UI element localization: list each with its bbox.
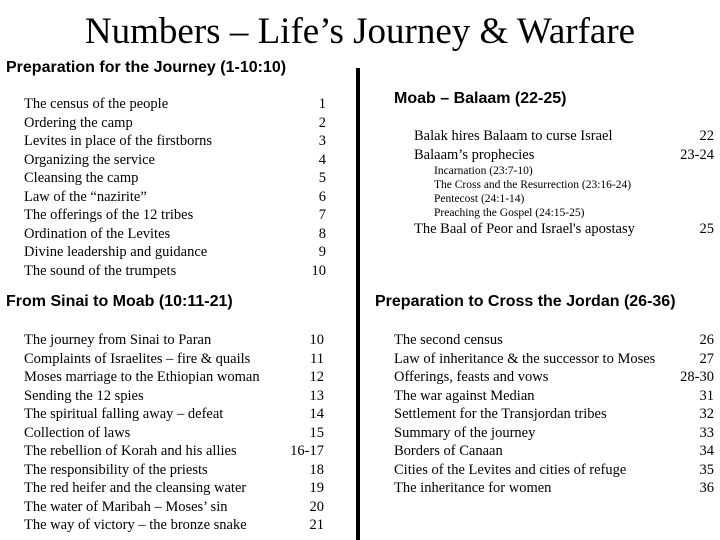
- item-ref: 14: [309, 406, 324, 422]
- item-label: Settlement for the Transjordan tribes: [394, 406, 607, 422]
- list-item: [24, 132, 326, 151]
- list-item: [394, 442, 714, 461]
- item-label: The rebellion of Korah and his allies: [24, 443, 237, 459]
- item-ref: 31: [699, 387, 714, 404]
- item-ref: 11: [310, 350, 324, 367]
- item-label: Divine leadership and guidance: [24, 244, 208, 260]
- item-label: Law of inheritance & the successor to Moses: [394, 350, 656, 367]
- section-heading-jordan: Preparation to Cross the Jordan (26-36): [375, 293, 676, 310]
- list-item: [414, 220, 714, 239]
- item-ref: 26: [699, 332, 714, 348]
- sub-item: The Cross and the Resurrection (23:16-24): [434, 179, 632, 191]
- item-ref: 13: [309, 387, 324, 404]
- list-item: [414, 146, 714, 165]
- item-label: The second census: [394, 332, 503, 348]
- item-ref: 15: [309, 424, 324, 441]
- item-label: Organizing the service: [24, 151, 155, 168]
- section-heading-preparation: Preparation for the Journey (1-10:10): [6, 59, 287, 76]
- item-ref: 4: [318, 151, 326, 168]
- list-item: [24, 225, 326, 244]
- list-item: [24, 243, 326, 262]
- list-item: [414, 127, 714, 146]
- list-item: [394, 479, 714, 498]
- section-heading-moab: Moab – Balaam (22-25): [394, 90, 567, 107]
- item-ref: 35: [699, 461, 714, 478]
- item-ref: 33: [699, 424, 714, 441]
- list-moab: [414, 127, 714, 239]
- item-label: Law of the “nazirite”: [24, 188, 147, 205]
- item-label: Sending the 12 spies: [24, 387, 144, 404]
- item-label: Ordination of the Levites: [24, 225, 171, 242]
- item-ref: 8: [318, 225, 326, 242]
- item-label: Balaam’s prophecies: [414, 146, 535, 163]
- item-ref: 10: [311, 262, 326, 279]
- list-item: [24, 151, 326, 170]
- item-ref: 16-17: [290, 443, 324, 459]
- item-ref: 9: [318, 244, 326, 260]
- list-item: [24, 114, 326, 133]
- item-ref: 3: [318, 133, 326, 149]
- item-label: Complaints of Israelites – fire & quails: [24, 350, 251, 367]
- item-ref: 36: [699, 480, 714, 496]
- item-label: Offerings, feasts and vows: [394, 369, 549, 385]
- column-divider: [356, 68, 360, 540]
- item-ref: 20: [309, 498, 324, 515]
- item-ref: 22: [699, 128, 714, 144]
- item-ref: 1: [318, 96, 326, 112]
- item-label: Balak hires Balaam to curse Israel: [414, 128, 613, 144]
- list-item: [394, 350, 714, 369]
- item-ref: 19: [309, 480, 324, 496]
- list-item: [394, 368, 714, 387]
- item-ref: 28-30: [680, 369, 714, 385]
- item-ref: 34: [699, 443, 714, 459]
- list-item: [24, 206, 326, 225]
- item-label: Summary of the journey: [394, 424, 536, 441]
- page-title: Numbers – Life’s Journey & Warfare: [84, 11, 636, 52]
- item-label: Levites in place of the firstborns: [24, 133, 213, 149]
- list-item: [394, 331, 714, 350]
- item-label: Collection of laws: [24, 424, 131, 441]
- list-item: [24, 188, 326, 207]
- item-ref: 7: [318, 207, 326, 223]
- list-item: [24, 461, 324, 480]
- item-label: The spiritual falling away – defeat: [24, 406, 224, 422]
- sub-item: Pentecost (24:1-14): [434, 193, 525, 205]
- item-ref: 12: [309, 369, 324, 385]
- item-label: The war against Median: [394, 387, 535, 404]
- list-item: [24, 169, 326, 188]
- sub-item: Incarnation (23:7-10): [434, 165, 533, 177]
- list-item: [394, 424, 714, 443]
- item-label: The sound of the trumpets: [24, 262, 177, 279]
- list-item: [24, 405, 324, 424]
- list-item: [24, 350, 324, 369]
- list-item: [394, 405, 714, 424]
- item-label: The census of the people: [24, 96, 169, 112]
- item-label: Cities of the Levites and cities of refuge: [394, 461, 627, 478]
- list-item: [24, 424, 324, 443]
- item-label: The inheritance for women: [394, 480, 552, 496]
- list-item: [24, 95, 326, 114]
- list-item: [24, 368, 324, 387]
- list-item: [24, 516, 324, 535]
- item-label: Ordering the camp: [24, 114, 133, 131]
- item-ref: 25: [699, 221, 714, 237]
- item-label: The journey from Sinai to Paran: [24, 332, 212, 348]
- list-item: [24, 479, 324, 498]
- list-item: [24, 442, 324, 461]
- item-ref: 2: [318, 114, 326, 131]
- item-ref: 5: [318, 170, 326, 186]
- list-item: [394, 461, 714, 480]
- item-label: The way of victory – the bronze snake: [24, 517, 247, 533]
- list-jordan: [394, 331, 714, 498]
- item-label: The red heifer and the cleansing water: [24, 480, 247, 496]
- item-ref: 21: [309, 517, 324, 533]
- item-label: The Baal of Peor and Israel's apostasy: [414, 221, 635, 237]
- item-ref: 6: [318, 188, 326, 205]
- item-label: The water of Maribah – Moses’ sin: [24, 498, 228, 515]
- item-label: Cleansing the camp: [24, 170, 139, 186]
- item-label: Moses marriage to the Ethiopian woman: [24, 369, 260, 385]
- item-ref: 10: [309, 332, 324, 348]
- list-item: [24, 262, 326, 281]
- item-ref: 27: [699, 350, 714, 367]
- item-label: Borders of Canaan: [394, 443, 503, 459]
- item-label: The responsibility of the priests: [24, 461, 208, 478]
- item-ref: 18: [309, 461, 324, 478]
- list-item: [24, 498, 324, 517]
- list-item: [24, 387, 324, 406]
- item-ref: 23-24: [680, 146, 714, 163]
- list-sinai: [24, 331, 324, 535]
- list-item: [394, 387, 714, 406]
- list-item: [24, 331, 324, 350]
- section-heading-sinai: From Sinai to Moab (10:11-21): [6, 293, 233, 310]
- list-preparation: [24, 95, 326, 280]
- sub-item: Preaching the Gospel (24:15-25): [434, 207, 585, 219]
- item-ref: 32: [699, 406, 714, 422]
- item-label: The offerings of the 12 tribes: [24, 207, 194, 223]
